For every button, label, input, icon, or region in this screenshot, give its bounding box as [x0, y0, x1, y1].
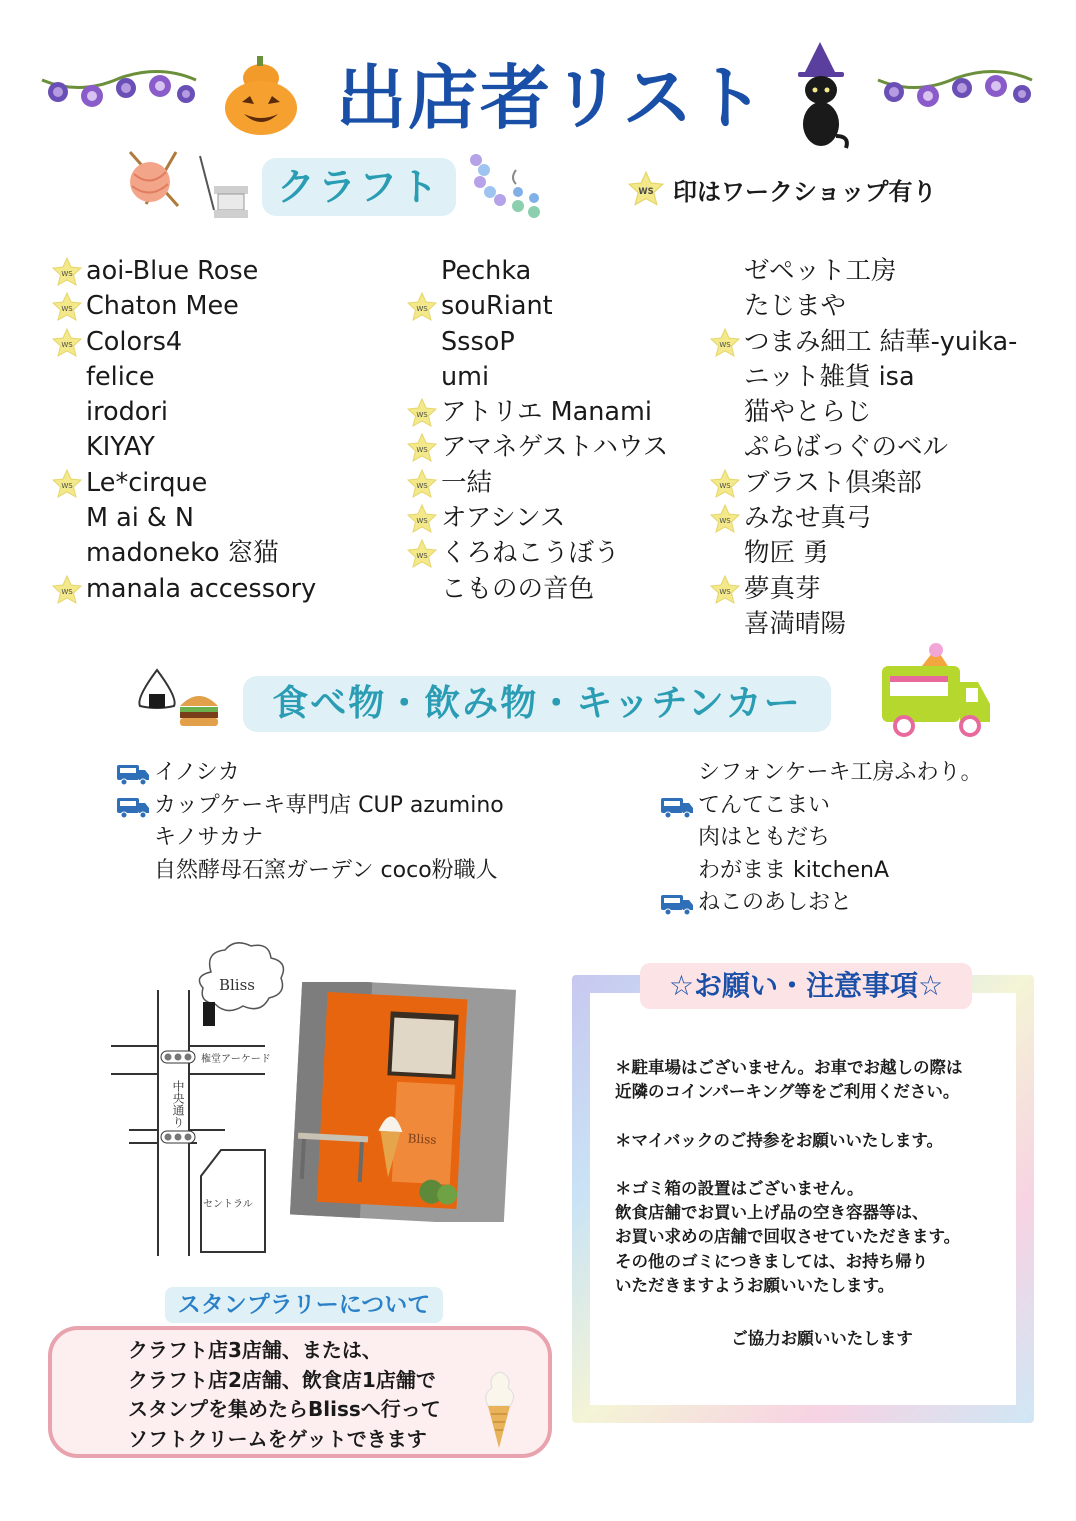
- ws-star-icon: [52, 469, 82, 499]
- craft-vendor-name: Chaton Mee: [86, 291, 239, 322]
- food-vendor: [660, 855, 982, 888]
- food-column-2: [660, 757, 982, 920]
- ws-star-icon: [407, 398, 437, 428]
- svg-text:WS: WS: [416, 481, 428, 490]
- craft-vendor-name: ブラスト倶楽部: [744, 467, 922, 498]
- food-vendor-name: てんてこまい: [698, 792, 831, 818]
- kitchen-car-icon: [660, 893, 694, 915]
- craft-vendor-name: オアシンス: [441, 503, 566, 534]
- stamp-rally-title: スタンプラリーについて: [165, 1287, 443, 1323]
- svg-text:権堂アーケード: 権堂アーケード: [201, 1054, 271, 1065]
- svg-text:WS: WS: [61, 305, 73, 314]
- stamp-line: ソフトクリームをゲットできます: [128, 1426, 427, 1451]
- food-vendor: [116, 757, 504, 790]
- thread-spool-icon: [192, 150, 258, 220]
- svg-text:WS: WS: [61, 270, 73, 278]
- food-vendor: [116, 790, 504, 823]
- bliss-cloud-icon: [199, 943, 283, 1011]
- food-vendor: [660, 822, 982, 855]
- ws-star-icon: [52, 328, 82, 358]
- food-vendor: [660, 757, 982, 790]
- food-vendor-name: ねこのあしおと: [698, 890, 853, 915]
- craft-vendor: [710, 430, 1017, 465]
- soft-cream-icon: [478, 1366, 520, 1450]
- ws-star-icon: [407, 292, 437, 322]
- svg-text:WS: WS: [61, 481, 73, 490]
- ws-star-icon: [710, 504, 740, 534]
- earrings-icon: [508, 168, 544, 220]
- svg-text:WS: WS: [719, 587, 731, 596]
- craft-vendor: [710, 607, 1017, 642]
- ws-star-icon: [407, 504, 437, 534]
- food-vendor-name: イノシカ: [154, 760, 240, 785]
- food-vendor: [660, 790, 982, 823]
- stamp-rally-text: [128, 1336, 441, 1454]
- craft-vendor: [52, 395, 316, 430]
- craft-vendor-name: 一結: [441, 467, 493, 498]
- craft-vendor-name: irodori: [86, 397, 168, 428]
- craft-vendor-name: umi: [441, 361, 490, 392]
- notice-line: ＊マイバックのご持参をお願いいたします。: [615, 1130, 944, 1150]
- notice-title: ☆お願い・注意事項☆: [640, 963, 972, 1009]
- craft-vendor-name: M ai & N: [86, 503, 194, 534]
- craft-vendor: [407, 254, 668, 289]
- stamp-line: クラフト店2店舗、飲食店1店舗で: [128, 1367, 436, 1392]
- page-title: 出店者リスト: [336, 57, 767, 139]
- food-vendor-name: キノサカナ: [154, 825, 264, 850]
- notice-line: ＊駐車場はございません。お車でお越しの際は: [615, 1058, 963, 1077]
- notice-line: その他のゴミにつきましては、お持ち帰り: [615, 1251, 929, 1271]
- ws-star-icon: [407, 539, 437, 569]
- food-truck-icon: [878, 642, 994, 738]
- ws-legend-text: 印はワークショップ有り: [673, 177, 937, 206]
- craft-vendor-name: ニット雑貨 isa: [744, 361, 915, 392]
- yarn-ball-icon: [116, 148, 188, 210]
- craft-vendor: [52, 501, 316, 536]
- craft-vendor-name: くろねこうぼう: [441, 538, 620, 569]
- food-column-1: [116, 757, 504, 887]
- ws-star-icon: [407, 469, 437, 499]
- stamp-line: クラフト店3店舗、または、: [128, 1338, 382, 1362]
- svg-text:Bliss: Bliss: [407, 1131, 437, 1147]
- craft-vendor-name: SssoP: [441, 326, 515, 357]
- food-vendor-name: 肉はともだち: [698, 825, 831, 850]
- craft-vendor: [52, 325, 316, 360]
- kitchen-car-icon: [116, 763, 150, 785]
- notice-line: お買い求めの店舗で回収させていただきます。: [615, 1227, 961, 1247]
- bead-bracelet-icon: [466, 152, 512, 208]
- craft-vendor-name: 夢真芽: [744, 573, 821, 604]
- notice-spacer: [615, 1153, 1020, 1177]
- craft-vendor: [407, 501, 668, 536]
- section-title-food: 食べ物・飲み物・キッチンカー: [243, 676, 831, 732]
- ws-star-icon: [52, 257, 82, 287]
- ws-star-icon: [407, 433, 437, 463]
- svg-text:WS: WS: [416, 305, 428, 314]
- location-map: [105, 938, 290, 1258]
- craft-vendor-name: Colors4: [86, 326, 183, 357]
- svg-text:WS: WS: [416, 411, 428, 420]
- craft-vendor: [710, 325, 1017, 360]
- svg-text:中央通り: 中央通り: [171, 1080, 185, 1128]
- food-vendor: [116, 822, 504, 855]
- svg-text:WS: WS: [719, 340, 731, 349]
- craft-vendor: [52, 536, 316, 571]
- craft-vendor-name: こものの音色: [441, 573, 595, 604]
- craft-vendor-name: アトリエ Manami: [441, 397, 652, 428]
- craft-vendor: [407, 325, 668, 360]
- ws-legend: [627, 171, 937, 207]
- craft-vendor-name: KIYAY: [86, 432, 155, 463]
- craft-vendor: [407, 536, 668, 571]
- craft-vendor-name: みなせ真弓: [744, 503, 872, 534]
- craft-vendor: [407, 289, 668, 324]
- craft-vendor: [710, 572, 1017, 607]
- svg-text:WS: WS: [61, 587, 73, 596]
- stamp-line: スタンプを集めたらBlissへ行って: [128, 1397, 441, 1421]
- craft-vendor-name: ゼペット工房: [744, 256, 897, 286]
- onigiri-icon: [134, 668, 180, 710]
- kitchen-car-icon: [660, 796, 694, 818]
- craft-vendor-name: 物匠 勇: [744, 538, 829, 569]
- craft-column-3: [710, 254, 1017, 642]
- bliss-storefront-photo: [286, 982, 516, 1222]
- food-vendor-name: わがまま kitchenA: [698, 857, 890, 883]
- craft-vendor-name: 猫やとらじ: [744, 397, 872, 428]
- craft-vendor-name: ぷらばっぐのベル: [744, 432, 949, 463]
- craft-vendor-name: Pechka: [441, 256, 532, 286]
- notice-line: 近隣のコインパーキング等をご利用ください。: [615, 1082, 960, 1102]
- garland-right-icon: [876, 66, 1034, 116]
- craft-vendor-name: souRiant: [441, 291, 553, 322]
- kitchen-car-icon: [116, 796, 150, 818]
- svg-text:Bliss: Bliss: [218, 976, 256, 994]
- svg-text:WS: WS: [719, 481, 731, 490]
- craft-vendor-name: Le*cirque: [86, 467, 208, 498]
- food-vendor-name: 自然酵母石窯ガーデン coco粉職人: [154, 857, 498, 883]
- svg-text:セントラル: セントラル: [203, 1199, 253, 1210]
- craft-vendor: [407, 360, 668, 395]
- craft-vendor: [710, 536, 1017, 571]
- svg-text:WS: WS: [61, 340, 73, 349]
- craft-vendor: [710, 466, 1017, 501]
- notice-spacer: [615, 1105, 1020, 1129]
- craft-vendor-name: manala accessory: [86, 573, 317, 604]
- craft-vendor: [710, 360, 1017, 395]
- food-vendor: [116, 855, 504, 888]
- food-vendor-name: カップケーキ専門店 CUP azumino: [154, 792, 504, 818]
- ws-star-icon: [627, 171, 665, 207]
- svg-text:WS: WS: [719, 517, 731, 526]
- notice-line: ＊ゴミ箱の設置はございません。: [615, 1178, 864, 1198]
- craft-vendor: [710, 289, 1017, 324]
- craft-vendor: [407, 466, 668, 501]
- svg-text:WS: WS: [416, 446, 428, 455]
- craft-vendor: [710, 254, 1017, 289]
- svg-text:WS: WS: [638, 185, 654, 196]
- craft-vendor-name: たじまや: [744, 291, 847, 322]
- ws-star-icon: [52, 575, 82, 605]
- pumpkin-icon: [222, 50, 300, 136]
- notice-thanks: ご協力お願いいたします: [731, 1329, 913, 1348]
- craft-column-1: [52, 254, 316, 607]
- craft-vendor-name: felice: [86, 361, 155, 392]
- hamburger-icon: [176, 690, 222, 730]
- notice-line: いただきますようお願いいたします。: [615, 1276, 895, 1296]
- ws-star-icon: [710, 328, 740, 358]
- craft-vendor: [52, 572, 316, 607]
- section-title-craft: クラフト: [262, 158, 456, 216]
- craft-vendor-name: アマネゲストハウス: [441, 432, 669, 463]
- svg-text:WS: WS: [416, 552, 428, 561]
- craft-vendor-name: madoneko 窓猫: [86, 538, 279, 569]
- ws-star-icon: [710, 469, 740, 499]
- craft-vendor: [407, 430, 668, 465]
- garland-left-icon: [40, 66, 198, 116]
- craft-column-2: [407, 254, 668, 607]
- craft-vendor-name: つまみ細工 結華-yuika-: [744, 326, 1018, 357]
- food-vendor: [660, 887, 982, 920]
- black-cat-witch-icon: [790, 40, 852, 150]
- craft-vendor: [52, 466, 316, 501]
- craft-vendor: [710, 395, 1017, 430]
- craft-vendor: [52, 254, 316, 289]
- ws-star-icon: [52, 292, 82, 322]
- craft-vendor: [407, 572, 668, 607]
- notice-line: 飲食店舗でお買い上げ品の空き容器等は、: [615, 1203, 929, 1223]
- notice-text: [615, 1056, 1020, 1298]
- craft-vendor-name: aoi-Blue Rose: [86, 256, 259, 286]
- svg-text:WS: WS: [416, 517, 428, 526]
- craft-vendor: [52, 430, 316, 465]
- ws-star-icon: [710, 575, 740, 605]
- craft-vendor-name: 喜満晴陽: [744, 608, 847, 639]
- craft-vendor: [710, 501, 1017, 536]
- craft-vendor: [407, 395, 668, 430]
- food-vendor-name: シフォンケーキ工房ふわり。: [698, 760, 983, 785]
- craft-vendor: [52, 360, 316, 395]
- craft-vendor: [52, 289, 316, 324]
